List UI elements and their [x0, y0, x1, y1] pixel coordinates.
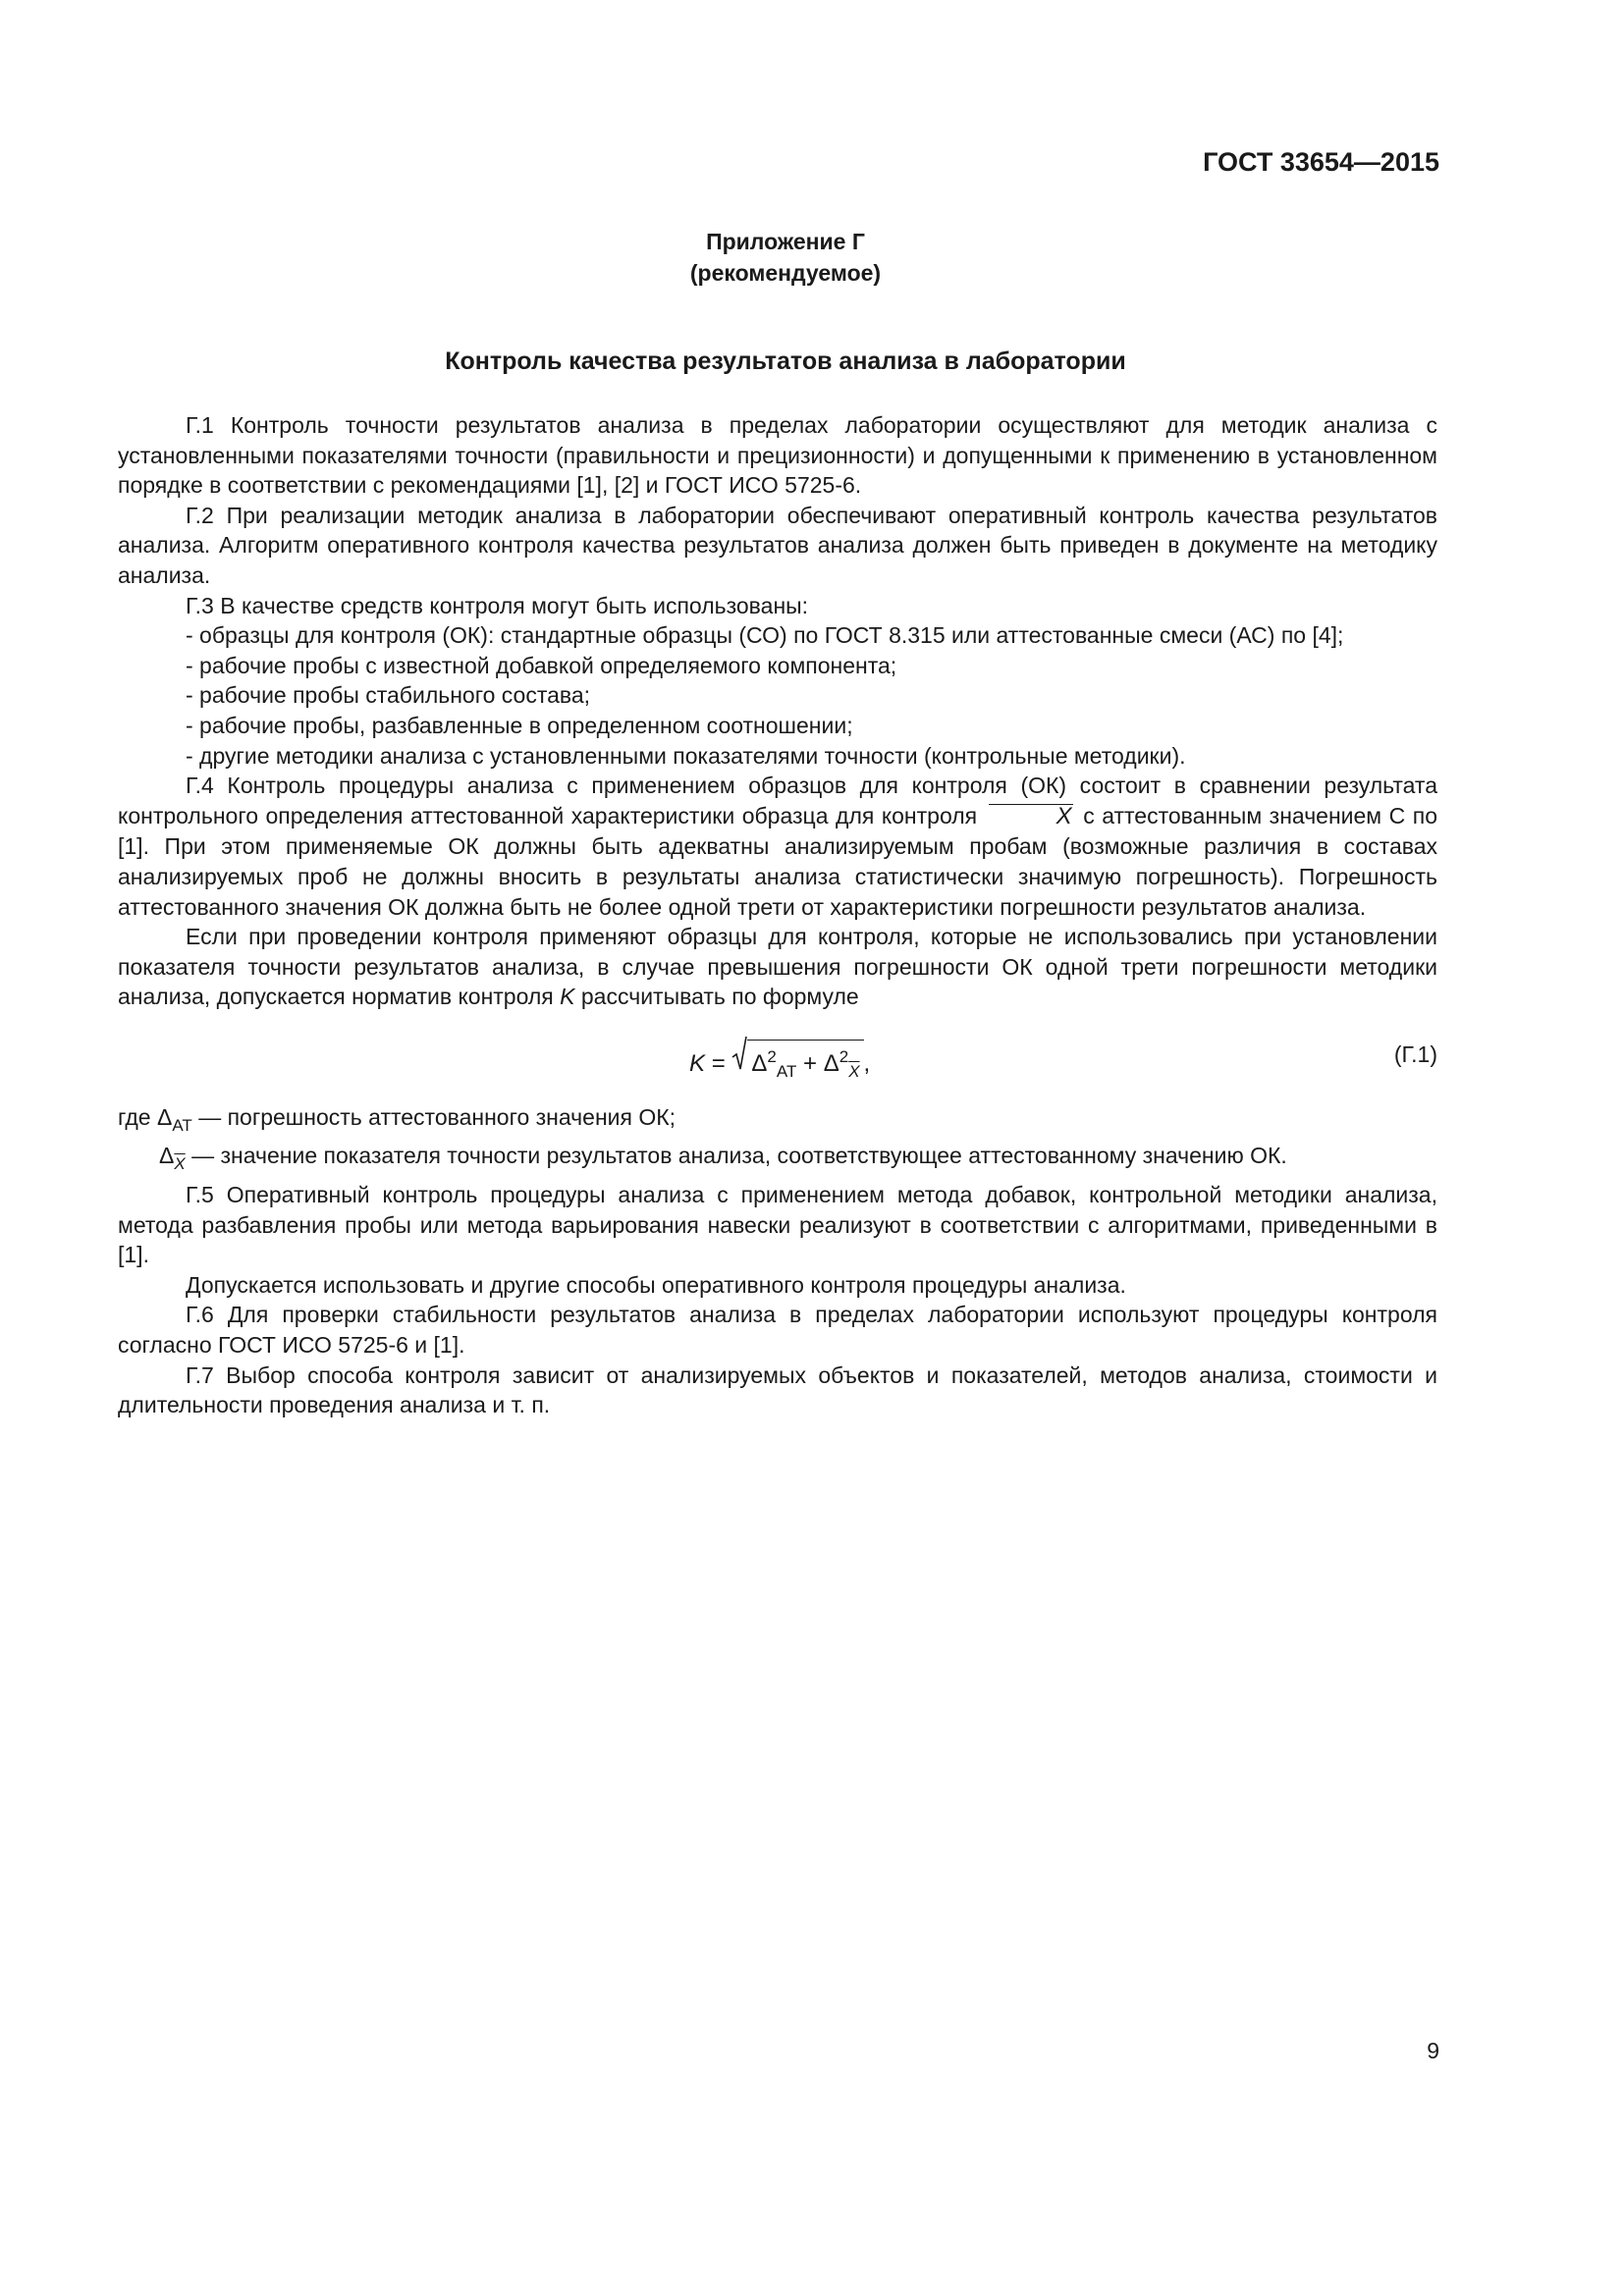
paragraph-g4-text-b: с аттестованным значением С по [1]. При этом применяемые ОК должны быть адекватны анализируемым пробам (возможные различия в составах анализируемых проб не должны вносить в результаты анализа статистически значимую погрешность). Погрешность аттестованного значения ОК должна быть не более одной трети от характеристики погрешности результатов анализа.	[118, 802, 1437, 920]
formula-g1	[118, 1026, 1437, 1091]
annex-heading	[0, 226, 1571, 289]
annex-label: Приложение Г	[706, 229, 865, 254]
paragraph-g4-continued	[118, 922, 1437, 1012]
paragraph-g4b-text-a: Если при проведении контроля применяют образцы для контроля, которые не использовались при установлении показателя точности результатов анализа, в случае превышения погрешности ОК одной трети погрешности методики анализа, допускается норматив контроля	[118, 924, 1437, 1010]
delta-symbol: Δ	[751, 1049, 768, 1077]
document-body	[118, 410, 1437, 1420]
formula-expression	[689, 1040, 870, 1088]
formula-equals: =	[711, 1049, 726, 1077]
where-prefix: где	[118, 1103, 151, 1130]
paragraph-g5-continued: Допускается использовать и другие способы оперативного контроля процедуры анализа.	[186, 1271, 1126, 1298]
k-symbol: K	[560, 984, 575, 1010]
exponent: 2	[767, 1046, 777, 1066]
subscript-x-bar: X	[848, 1061, 860, 1081]
subscript-at: AT	[776, 1061, 797, 1081]
paragraph-g6: Г.6 Для проверки стабильности результатов анализа в пределах лаборатории используют процедуры контроля согласно ГОСТ ИСО 5725-6 и [1].	[118, 1302, 1437, 1359]
delta-symbol: Δ	[823, 1049, 839, 1077]
radicand	[747, 1040, 863, 1088]
exponent: 2	[839, 1046, 849, 1066]
subscript-at: AT	[172, 1115, 192, 1135]
list-item: - другие методики анализа с установленными показателями точности (контрольные методики).	[186, 742, 1186, 769]
paragraph-g2: Г.2 При реализации методик анализа в лаборатории обеспечивают оперативный контроль качества результатов анализа. Алгоритм оперативного контроля качества результатов анализа должен быть приведен в документе на методику анализа.	[118, 502, 1437, 588]
paragraph-g1: Г.1 Контроль точности результатов анализа в пределах лаборатории осуществляют для методик анализа с установленными показателями точности (правильности и прецизионности) и допущенными к применению в установленном порядке в соответствии с рекомендациями [1], [2] и ГОСТ ИСО 5725-6.	[118, 412, 1437, 499]
paragraph-g7: Г.7 Выбор способа контроля зависит от анализируемых объектов и показателей, методов анализа, стоимости и длительности проведения анализа и т. п.	[118, 1362, 1437, 1418]
list-item: - образцы для контроля (ОК): стандартные образцы (СО) по ГОСТ 8.315 или аттестованные смеси (АС) по [4];	[186, 622, 1344, 649]
section-title: Контроль качества результатов анализа в лаборатории	[445, 347, 1126, 375]
radical-sign-icon	[731, 1036, 747, 1071]
where-definition-2: — значение показателя точности результатов анализа, соответствующее аттестованному значению ОК.	[191, 1143, 1287, 1169]
delta-symbol: Δ	[156, 1103, 173, 1130]
annex-status: (рекомендуемое)	[689, 260, 882, 286]
delta-symbol: Δ	[159, 1143, 175, 1169]
document-code-header: ГОСТ 33654—2015	[1203, 147, 1439, 177]
square-root	[731, 1040, 863, 1088]
where-line-2	[118, 1141, 1437, 1180]
list-item: - рабочие пробы, разбавленные в определенном соотношении;	[186, 712, 853, 738]
paragraph-g4-text-a: Г.4 Контроль процедуры анализа с применением образцов для контроля (ОК) состоит в сравнении результата контрольного определения аттестованной характеристики образца для контроля	[118, 773, 1437, 828]
subscript-x-bar: X	[174, 1154, 186, 1174]
list-item: - рабочие пробы стабильного состава;	[186, 682, 591, 709]
x-bar-symbol: X	[985, 802, 1076, 832]
where-definition-1: — погрешность аттестованного значения ОК;	[198, 1103, 677, 1130]
formula-lhs: K	[689, 1049, 706, 1077]
paragraph-g5: Г.5 Оперативный контроль процедуры анализа с применением метода добавок, контрольной методики анализа, метода разбавления пробы или метода варьирования навески реализуют в соответствии с алгоритмами, приведенными в [1].	[118, 1182, 1437, 1268]
page-number: 9	[1427, 2038, 1439, 2063]
paragraph-g3: Г.3 В качестве средств контроля могут быть использованы:	[186, 592, 809, 618]
formula-number: (Г.1)	[1393, 1041, 1437, 1067]
paragraph-g4	[118, 771, 1437, 922]
where-line-1	[118, 1102, 1437, 1142]
paragraph-g4b-text-b: рассчитывать по формуле	[580, 984, 859, 1010]
formula-comma: ,	[863, 1049, 871, 1077]
plus-sign: +	[803, 1049, 818, 1077]
list-item: - рабочие пробы с известной добавкой определяемого компонента;	[186, 652, 897, 678]
